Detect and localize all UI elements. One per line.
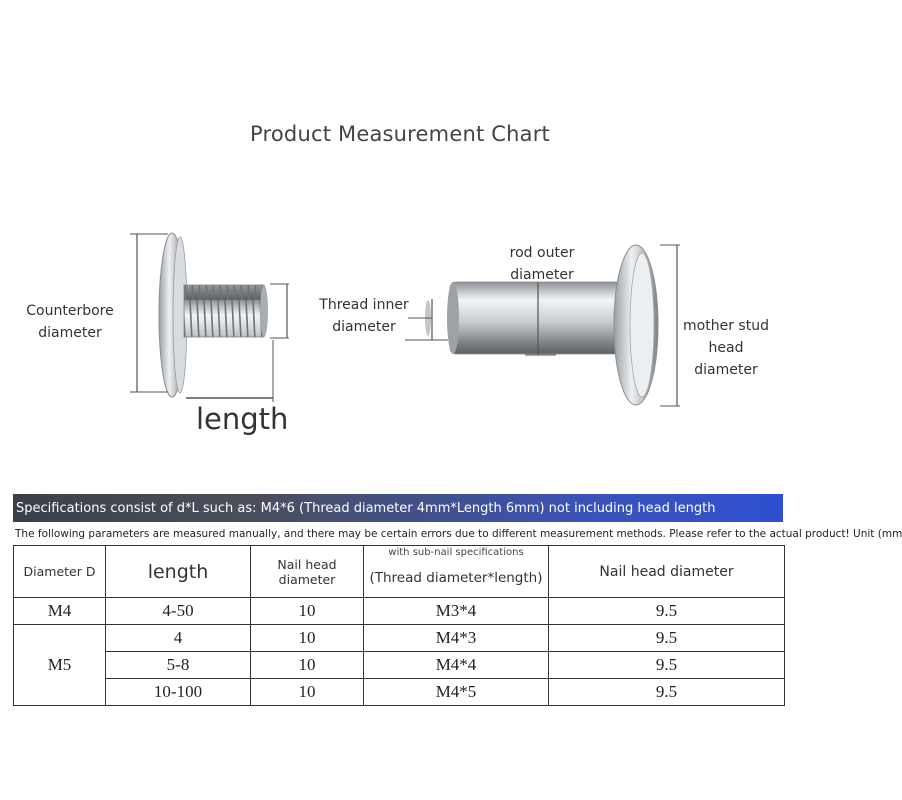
table-row — [14, 652, 785, 679]
page-title: Product Measurement Chart — [250, 122, 550, 146]
cell-head: 10 — [251, 652, 364, 679]
cell-head: 10 — [251, 625, 364, 652]
thread-inner-label: Thread inner diameter — [319, 297, 409, 335]
cell-head2: 9.5 — [549, 598, 785, 625]
cell-head2: 9.5 — [549, 625, 785, 652]
header-diameter: Diameter D — [14, 546, 106, 598]
cell-length: 5-8 — [106, 652, 251, 679]
mother-head-label: mother stud head diameter — [683, 318, 769, 378]
table-row — [14, 598, 785, 625]
header-nail-head-2: Nail head diameter — [549, 546, 785, 598]
rod-outer-label: rod outer diameter — [509, 245, 575, 283]
header-sub-nail — [364, 546, 549, 598]
cell-sub: M4*3 — [364, 625, 549, 652]
cell-length: 10-100 — [106, 679, 251, 706]
cell-sub: M3*4 — [364, 598, 549, 625]
cell-head2: 9.5 — [549, 679, 785, 706]
measurement-note: The following parameters are measured manually, and there may be certain errors due to different measurement methods. Please refer to the actual product! Unit (mm — [15, 528, 902, 540]
spec-banner: Specifications consist of d*L such as: M4*6 (Thread diameter 4mm*Length 6mm) not including head length — [13, 494, 783, 522]
cell-head2: 9.5 — [549, 652, 785, 679]
header-sub-nail-bottom: (Thread diameter*length) — [369, 570, 543, 586]
cell-diameter: M5 — [14, 625, 106, 706]
cell-sub: M4*4 — [364, 652, 549, 679]
table-header-row — [14, 546, 785, 598]
table-row — [14, 679, 785, 706]
cell-sub: M4*5 — [364, 679, 549, 706]
cell-length: 4 — [106, 625, 251, 652]
header-length: length — [106, 546, 251, 598]
table-row — [14, 625, 785, 652]
header-nail-head: Nail head diameter — [251, 546, 364, 598]
cell-length: 4-50 — [106, 598, 251, 625]
left-screw — [159, 233, 268, 397]
counterbore-label: Counterbore diameter — [26, 303, 114, 341]
cell-diameter: M4 — [14, 598, 106, 625]
length-label: length — [196, 402, 289, 436]
spec-table — [13, 545, 785, 706]
cell-head: 10 — [251, 679, 364, 706]
header-sub-nail-top: with sub-nail specifications — [388, 547, 524, 558]
cell-head: 10 — [251, 598, 364, 625]
